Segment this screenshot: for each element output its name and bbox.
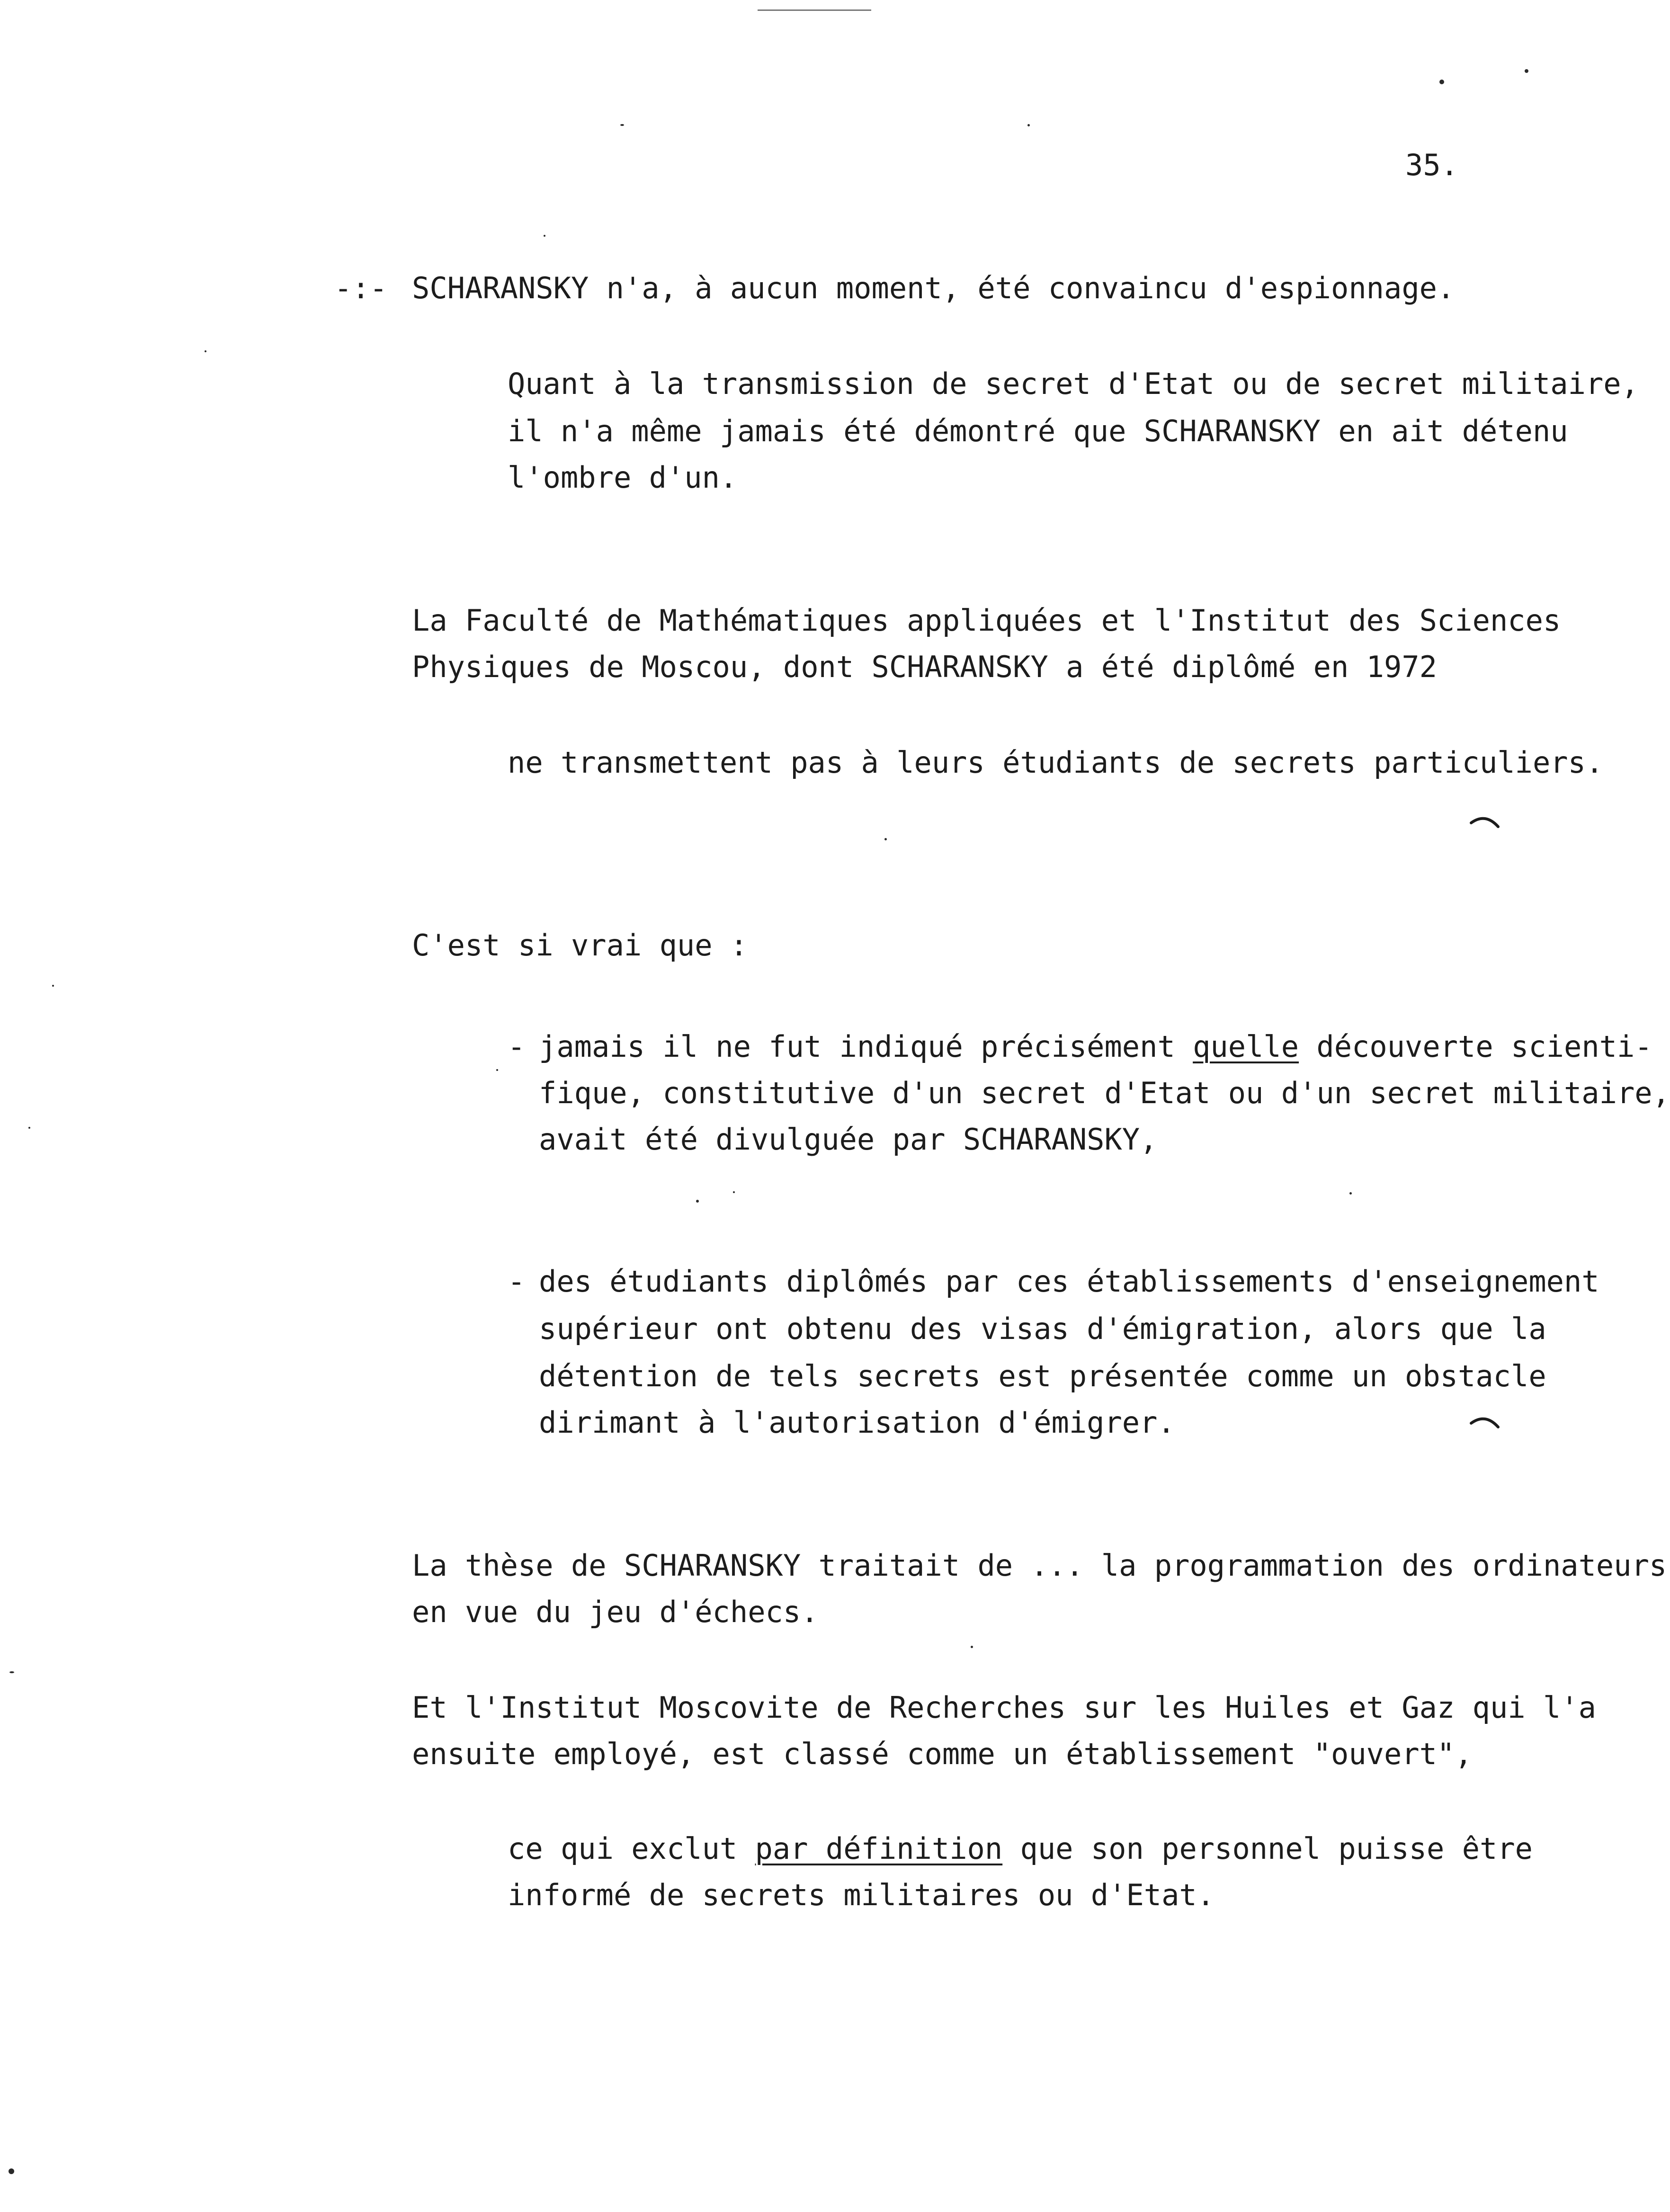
scan-speck — [620, 124, 624, 126]
bullet-first-line — [539, 1029, 1652, 1064]
scan-speck — [52, 985, 54, 987]
faculte-line: Physiques de Moscou, dont SCHARANSKY a été diplômé en 1972 — [412, 650, 1437, 684]
scan-speck — [28, 1127, 30, 1129]
bullet-line: supérieur ont obtenu des visas d'émigration, alors que la — [539, 1311, 1546, 1346]
top-scan-mark — [758, 9, 871, 11]
bullet-text: jamais il ne fut indiqué précisément — [539, 1029, 1193, 1064]
scan-speck — [971, 1646, 973, 1648]
underlined-word: quelle — [1193, 1029, 1299, 1064]
exclut-first-line — [508, 1831, 1533, 1866]
scan-speck — [1027, 124, 1030, 126]
these-line: La thèse de SCHARANSKY traitait de ... la programmation des ordinateurs — [412, 1548, 1667, 1583]
bullet-dash: - — [508, 1029, 526, 1064]
these-line: en vue du jeu d'échecs. — [412, 1595, 819, 1629]
scan-speck — [733, 1191, 735, 1193]
scan-speck — [9, 1671, 14, 1673]
exclut-text: que son personnel puisse être — [1002, 1831, 1533, 1866]
cest-line: C'est si vrai que : — [412, 928, 748, 963]
scan-speck — [696, 1200, 699, 1203]
quant-line: il n'a même jamais été démontré que SCHARANSKY en ait détenu — [508, 414, 1568, 448]
quant-line: Quant à la transmission de secret d'Etat ou de secret militaire, — [508, 366, 1639, 401]
quant-line: l'ombre d'un. — [508, 460, 738, 495]
bullet-line: avait été divulguée par SCHARANSKY, — [539, 1122, 1158, 1157]
scan-speck — [1525, 69, 1528, 73]
bullet-line: détention de tels secrets est présentée comme un obstacle — [539, 1359, 1546, 1393]
scan-speck — [496, 1069, 498, 1071]
margin-arc-mark — [1469, 1414, 1502, 1433]
scan-speck — [9, 2168, 14, 2174]
page-number: 35. — [1405, 148, 1458, 182]
bullet-text: découverte scienti- — [1299, 1029, 1652, 1064]
item-espionnage-line: SCHARANSKY n'a, à aucun moment, été convaincu d'espionnage. — [412, 271, 1455, 305]
margin-arc-mark — [1469, 813, 1502, 832]
exclut-line: informé de secrets militaires ou d'Etat. — [508, 1878, 1215, 1912]
item-marker: -:- — [334, 271, 387, 305]
institut-line: Et l'Institut Moscovite de Recherches sur les Huiles et Gaz qui l'a — [412, 1690, 1596, 1725]
institut-line: ensuite employé, est classé comme un établissement "ouvert", — [412, 1737, 1473, 1771]
scan-speck — [544, 235, 545, 237]
bullet-line: fique, constitutive d'un secret d'Etat ou d'un secret militaire, — [539, 1076, 1670, 1110]
exclut-text: ce qui exclut — [508, 1831, 755, 1866]
faculte-line: La Faculté de Mathématiques appliquées et l'Institut des Sciences — [412, 603, 1561, 638]
scan-speck — [1439, 80, 1444, 84]
scan-speck — [884, 838, 887, 840]
bullet-line: des étudiants diplômés par ces établissements d'enseignement — [539, 1264, 1599, 1299]
underlined-phrase: par définition — [755, 1831, 1003, 1866]
scan-speck — [1349, 1192, 1352, 1195]
bullet-dash: - — [508, 1264, 526, 1299]
transmettent-line: ne transmettent pas à leurs étudiants de secrets particuliers. — [508, 745, 1604, 780]
scan-speck — [205, 350, 206, 352]
bullet-line: dirimant à l'autorisation d'émigrer. — [539, 1405, 1175, 1440]
